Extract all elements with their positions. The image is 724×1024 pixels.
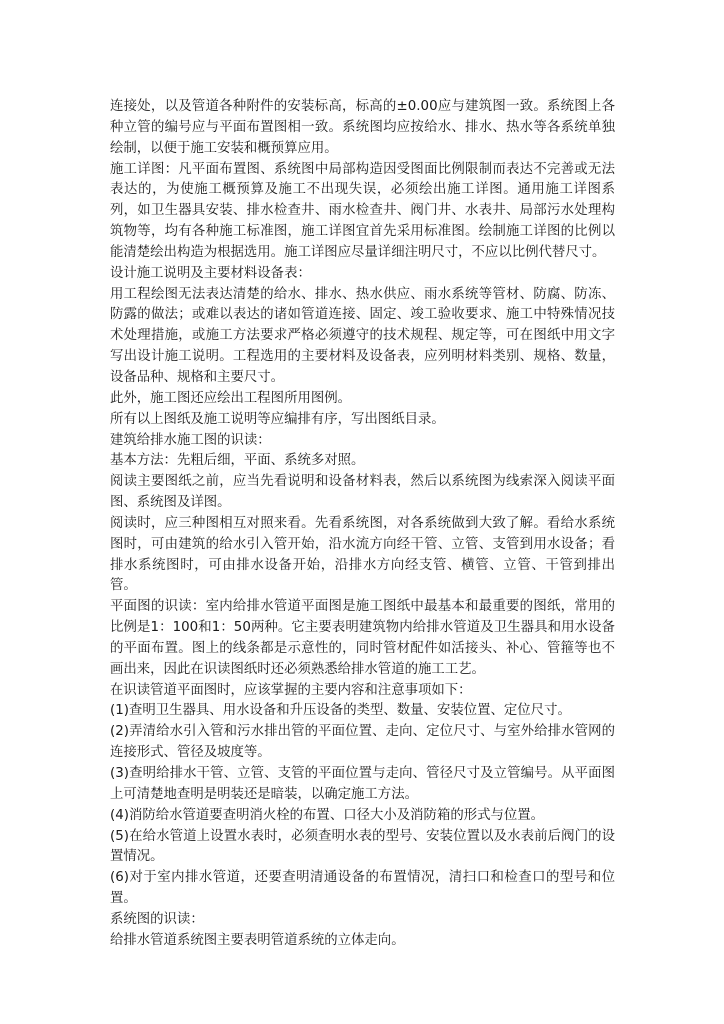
paragraph: 平面图的识读：室内给排水管道平面图是施工图纸中最基本和最重要的图纸，常用的比例是1：100和1：50两种。它主要表明建筑物内给排水管道及卫生器具和用水设备的平面布置。图上的线条都是示意性的，同时管材配件如活接头、补心、管箍等也不画出来，因此在识读图纸时还必须熟悉给排水管道的施工工艺。 [110, 599, 615, 677]
list-item: (2)弄清给水引入管和污水排出管的平面位置、走向、定位尺寸、与室外给排水管网的连接形式、管径及坡度等。 [110, 724, 615, 761]
section-heading: 设计施工说明及主要材料设备表： [110, 265, 311, 281]
list-item: (1)查明卫生器具、用水设备和升压设备的类型、数量、安装位置、定位尺寸。 [110, 703, 571, 719]
paragraph: 阅读时，应三种图相互对照来看。先看系统图，对各系统做到大致了解。看给水系统图时，可由建筑的给水引入管开始，沿水流方向经干管、立管、支管到用水设备；看排水系统图时，可由排水设备开始，沿排水方向经支管、横管、立管、干管到排出管。 [110, 515, 615, 594]
list-item: (3)查明给排水干管、立管、支管的平面位置与走向、管径尺寸及立管编号。从平面图上可清楚地查明是明装还是暗装，以确定施工方法。 [110, 766, 615, 802]
list-item: (4)消防给水管道要查明消火栓的布置、口径大小及消防箱的形式与位置。 [110, 807, 545, 823]
paragraph: 所有以上图纸及施工说明等应编排有序，写出图纸目录。 [110, 411, 445, 427]
section-heading: 建筑给排水施工图的识读： [110, 432, 271, 448]
body-text [110, 97, 615, 952]
paragraph: 基本方法：先粗后细，平面、系统多对照。 [110, 453, 365, 469]
paragraph: 给排水管道系统图主要表明管道系统的立体走向。 [110, 932, 405, 948]
paragraph: 此外，施工图还应绘出工程图所用图例。 [110, 390, 352, 406]
section-heading: 系统图的识读： [110, 911, 204, 927]
list-item: (6)对于室内排水管道，还要查明清通设备的布置情况，清扫口和检查口的型号和位置。 [110, 870, 615, 907]
list-item: (5)在给水管道上设置水表时，必须查明水表的型号、安装位置以及水表前后阀门的设置情况。 [110, 828, 615, 865]
paragraph: 用工程绘图无法表达清楚的给水、排水、热水供应、雨水系统等管材、防腐、防冻、防露的做法；或难以表达的诸如管道连接、固定、竣工验收要求、施工中特殊情况技术处理措施，或施工方法要求严格必须遵守的技术规程、规定等，可在图纸中用文字写出设计施工说明。工程选用的主要材料及设备表，应列明材料类别、规格、数量，设备品种、规格和主要尺寸。 [110, 286, 615, 385]
paragraph: 阅读主要图纸之前，应当先看说明和设备材料表，然后以系统图为线索深入阅读平面图、系统图及详图。 [110, 474, 615, 511]
paragraph: 施工详图：凡平面布置图、系统图中局部构造因受图面比例限制而表达不完善或无法表达的，为使施工概预算及施工不出现失误，必须绘出施工详图。通用施工详图系列，如卫生器具安装、排水检查井、雨水检查井、阀门井、水表井、局部污水处理构筑物等，均有各种施工标准图，施工详图宜首先采用标准图。绘制施工详图的比例以能清楚绘出构造为根据选用。施工详图应尽量详细注明尺寸，不应以比例代替尺寸。 [110, 161, 615, 260]
paragraph: 在识读管道平面图时，应该掌握的主要内容和注意事项如下： [110, 682, 472, 698]
paragraph: 连接处，以及管道各种附件的安装标高，标高的±0.00应与建筑图一致。系统图上各种立管的编号应与平面布置图相一致。系统图均应按给水、排水、热水等各系统单独绘制，以便于施工安装和概预算应用。 [110, 99, 615, 156]
